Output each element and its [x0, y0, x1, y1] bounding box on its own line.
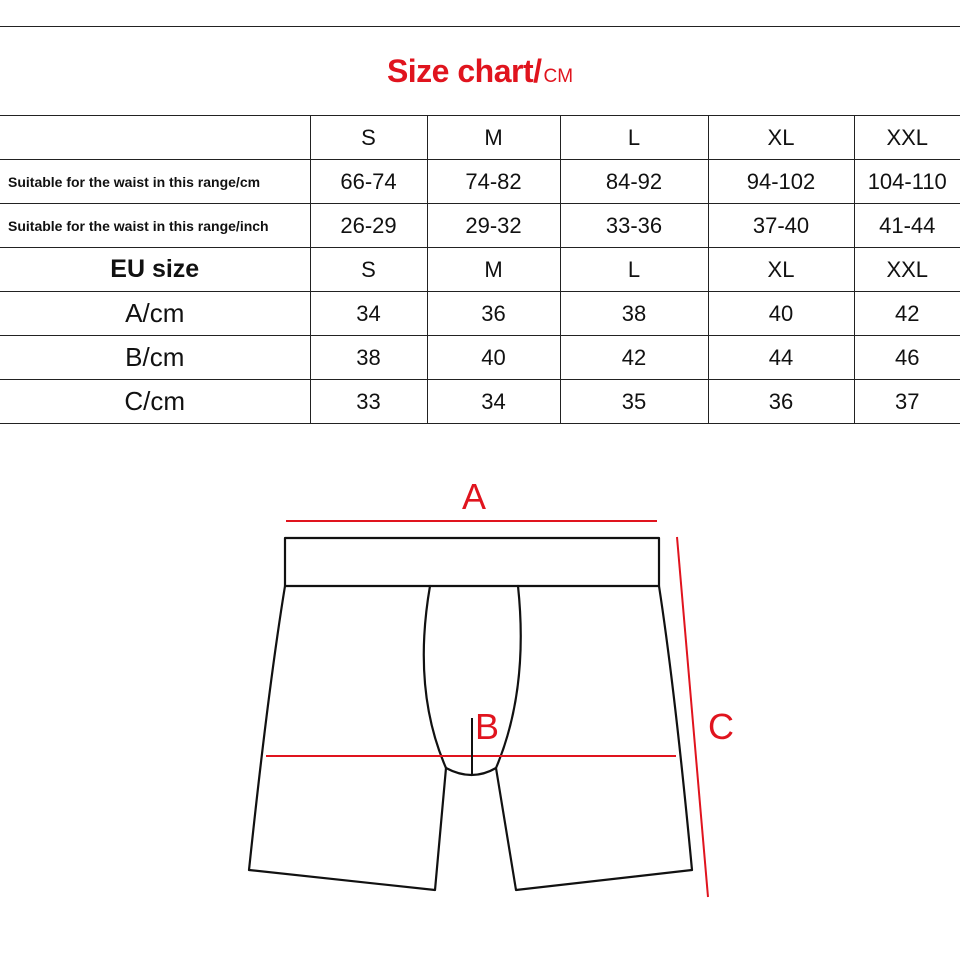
table-cell: 42 [854, 292, 960, 336]
header-m: M [427, 116, 560, 160]
size-chart-title [387, 53, 573, 90]
table-cell: 40 [708, 292, 854, 336]
table-header-row [0, 116, 960, 160]
table-cell: 34 [427, 380, 560, 424]
label-c: C [708, 706, 734, 747]
waistband [285, 538, 659, 586]
boxer-outline-drawing [0, 440, 960, 960]
row-label-waist-cm: Suitable for the waist in this range/cm [0, 160, 310, 204]
table-row-c-cm [0, 380, 960, 424]
size-table [0, 115, 960, 424]
table-cell: 37 [854, 380, 960, 424]
row-label-a-cm: A/cm [0, 292, 310, 336]
header-xxl: XXL [854, 116, 960, 160]
table-cell: 42 [560, 336, 708, 380]
title-main: Size chart/ [386, 53, 542, 89]
table-cell: 84-92 [560, 160, 708, 204]
table-cell: 37-40 [708, 204, 854, 248]
table-cell: 66-74 [310, 160, 427, 204]
table-row-waist-cm [0, 160, 960, 204]
row-label-c-cm: C/cm [0, 380, 310, 424]
header-xl: XL [708, 116, 854, 160]
title-band [0, 26, 960, 116]
table-cell: XXL [854, 248, 960, 292]
table-cell: 36 [427, 292, 560, 336]
table-cell: 46 [854, 336, 960, 380]
label-b: B [475, 706, 500, 747]
table-cell: 104-110 [854, 160, 960, 204]
table-row-a-cm [0, 292, 960, 336]
label-a: A [462, 476, 487, 517]
table-cell: 41-44 [854, 204, 960, 248]
row-label-b-cm: B/cm [0, 336, 310, 380]
header-s: S [310, 116, 427, 160]
table-cell: 38 [310, 336, 427, 380]
left-leg [249, 586, 446, 890]
table-row-b-cm [0, 336, 960, 380]
header-l: L [560, 116, 708, 160]
table-cell: 26-29 [310, 204, 427, 248]
table-cell: 44 [708, 336, 854, 380]
table-cell: 36 [708, 380, 854, 424]
boxer-outline [249, 538, 692, 890]
table-cell: M [427, 248, 560, 292]
table-cell: 35 [560, 380, 708, 424]
table-cell: 34 [310, 292, 427, 336]
header-blank [0, 116, 310, 160]
table-cell: 38 [560, 292, 708, 336]
table-cell: 33-36 [560, 204, 708, 248]
table-cell: 74-82 [427, 160, 560, 204]
boxer-diagram [0, 440, 960, 960]
table-cell: 94-102 [708, 160, 854, 204]
table-row-waist-inch [0, 204, 960, 248]
table-cell: L [560, 248, 708, 292]
table-cell: 33 [310, 380, 427, 424]
table-cell: S [310, 248, 427, 292]
row-label-waist-inch: Suitable for the waist in this range/inch [0, 204, 310, 248]
table-cell: XL [708, 248, 854, 292]
table-cell: 40 [427, 336, 560, 380]
table-row-eu-size [0, 248, 960, 292]
title-unit: CM [543, 66, 574, 87]
table-cell: 29-32 [427, 204, 560, 248]
measure-line-c [677, 537, 708, 897]
row-label-eu-size: EU size [0, 248, 310, 292]
right-leg [496, 586, 692, 890]
